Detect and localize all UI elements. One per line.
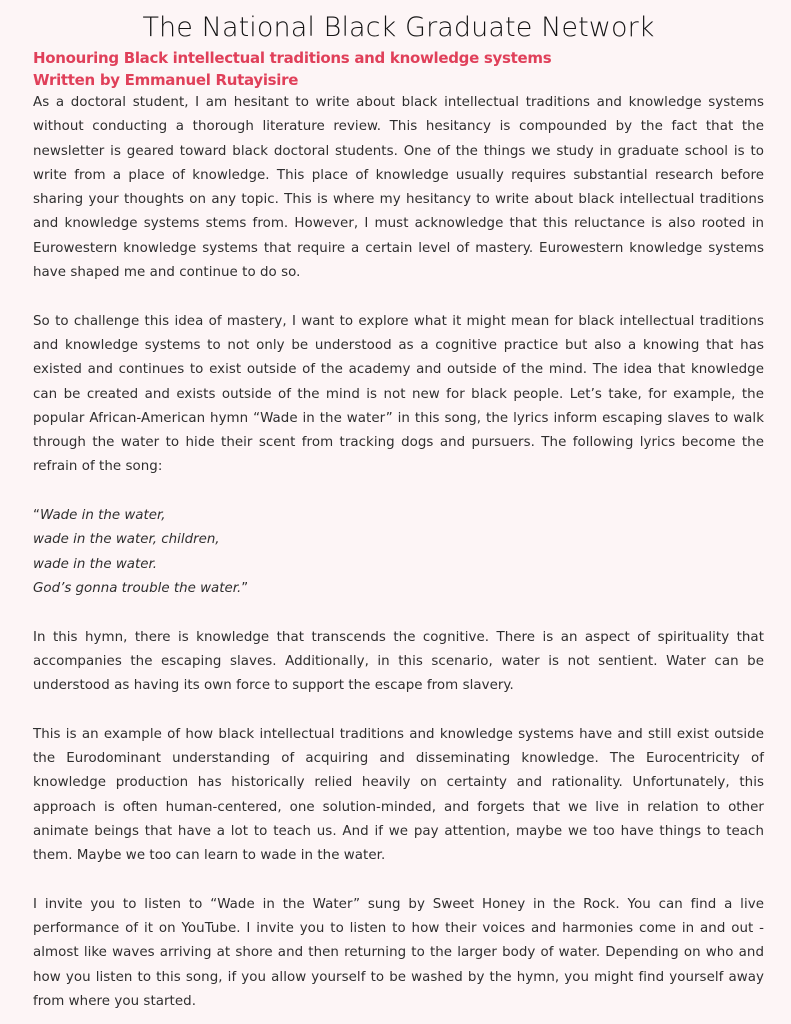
paragraph-5: I invite you to listen to “Wade in the Water” sung by Sweet Honey in the Rock. You can find a live performance of it on YouTube. I invite you to listen to how their voices and harmonies come in and out - almost like waves arriving at shore and then returning to the larger body of water. Depending on who and how you listen to this song, if you allow yourself to be washed by the hymn, you might find yourself away from where you started. xyxy=(33,896,764,1009)
paragraph-1: As a doctoral student, I am hesitant to write about black intellectual traditions and knowledge systems without conducting a thorough literature review. This hesitancy is compounded by the fact that the newsletter is geared toward black doctoral students. One of the things we study in graduate school is to write from a place of knowledge. This place of knowledge usually requires substantial research before sharing your thoughts on any topic. This is where my hesitancy to write about black intellectual traditions and knowledge systems stems from. However, I must acknowledge that this reluctance is also rooted in Eurowestern knowledge systems that require a certain level of mastery. Eurowestern knowledge systems have shaped me and continue to do so. xyxy=(33,95,764,281)
close-quote: ” xyxy=(241,580,249,596)
lyric-text-4: God’s gonna trouble the water. xyxy=(33,580,242,596)
lyric-line-1 xyxy=(33,504,764,528)
lyric-line-3: wade in the water. xyxy=(33,556,158,572)
paragraph-2: So to challenge this idea of mastery, I want to explore what it might mean for black intellectual traditions and knowledge systems to not only be understood as a cognitive practice but also a knowing that has existed and continues to exist outside of the academy and outside of the mind. The idea that knowledge can be created and exists outside of the mind is not new for black people. Let’s take, for example, the popular African-American hymn “Wade in the water” in this song, the lyrics inform escaping slaves to walk through the water to hide their scent from tracking dogs and pursuers. The following lyrics become the refrain of the song: xyxy=(33,313,764,475)
lyric-line-4 xyxy=(33,577,764,601)
article-body xyxy=(33,91,764,1014)
article-byline: Written by Emmanuel Rutayisire xyxy=(33,71,299,89)
lyrics-block xyxy=(33,504,764,601)
lyric-line-2: wade in the water, children, xyxy=(33,532,220,548)
paragraph-4: This is an example of how black intellectual traditions and knowledge systems have and still exist outside the Eurodominant understanding of acquiring and disseminating knowledge. The Eurocentricity of knowledge production has historically relied heavily on certainty and rationality. Unfortunately, this approach is often human-centered, one solution-minded, and forgets that we live in relation to other animate beings that have a lot to teach us. And if we pay attention, maybe we too have things to teach them. Maybe we too can learn to wade in the water. xyxy=(33,726,764,864)
lyric-text-1: Wade in the water, xyxy=(39,508,166,524)
open-quote: “ xyxy=(33,508,40,524)
paragraph-3: In this hymn, there is knowledge that transcends the cognitive. There is an aspect of spirituality that accompanies the escaping slaves. Additionally, in this scenario, water is not sentient. Water can be understood as having its own force to support the escape from slavery. xyxy=(33,629,764,694)
newsletter-title: The National Black Graduate Network xyxy=(142,12,655,43)
article-title: Honouring Black intellectual traditions and knowledge systems xyxy=(33,49,552,67)
